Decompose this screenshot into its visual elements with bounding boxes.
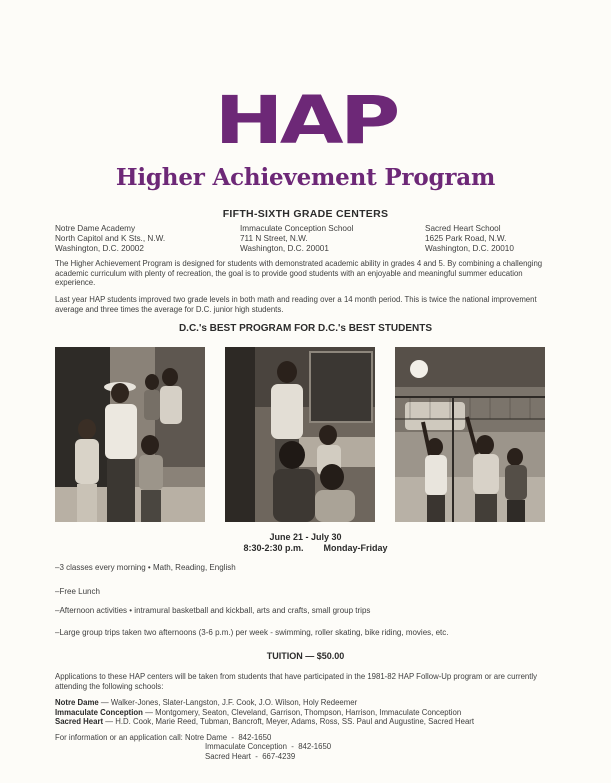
contact-line: For information or an application call: Notre Dame - 842-1650 bbox=[55, 733, 272, 742]
contact-phone: 667-4239 bbox=[262, 751, 296, 761]
subheading: FIFTH-SIXTH GRADE CENTERS bbox=[222, 208, 389, 220]
center-name: Sacred Heart bbox=[55, 717, 104, 727]
group-of-students-photo bbox=[55, 347, 205, 522]
bullet-lunch: –Free Lunch bbox=[55, 587, 100, 596]
school-city: Washington, D.C. 20002 bbox=[55, 244, 144, 253]
contact-line: Sacred Heart - 667-4239 bbox=[205, 751, 296, 761]
contact-center: Notre Dame bbox=[185, 733, 228, 742]
school-address: 1625 Park Road, N.W. bbox=[425, 234, 507, 243]
contact-phone: 842-1650 bbox=[298, 742, 332, 752]
session-dates bbox=[0, 532, 611, 553]
feeder-schools: — H.D. Cook, Marie Reed, Tubman, Bancroft, Meyer, Adams, Ross, SS. Paul and Augustine, Sacred Heart bbox=[103, 717, 475, 727]
tuition: TUITION — $50.00 bbox=[266, 651, 345, 661]
session-hours: 8:30-2:30 p.m. bbox=[243, 542, 304, 553]
classroom-image bbox=[225, 347, 375, 522]
volleyball-photo bbox=[395, 347, 545, 522]
list-item bbox=[55, 708, 555, 718]
school-name: Sacred Heart School bbox=[425, 224, 501, 233]
hap-logo: HAP bbox=[214, 82, 397, 159]
school-address: North Capitol and K Sts., N.W. bbox=[55, 234, 166, 243]
contact-phone: 842-1650 bbox=[238, 733, 272, 742]
contact-info bbox=[55, 733, 331, 761]
bullet-afternoon-activities: –Afternoon activities • intramural basketball and kickball, arts and crafts, small group trips bbox=[55, 606, 371, 615]
school-name: Immaculate Conception School bbox=[240, 224, 354, 233]
contact-center: Immaculate Conception bbox=[205, 742, 287, 752]
school-city: Washington, D.C. 20001 bbox=[240, 244, 329, 253]
feeder-schools: — Walker-Jones, Slater-Langston, J.F. Cook, J.O. Wilson, Holy Redeemer bbox=[98, 698, 358, 707]
school-name: Notre Dame Academy bbox=[55, 224, 136, 233]
school-address: 711 N Street, N.W. bbox=[240, 234, 308, 243]
volleyball-image bbox=[395, 347, 545, 522]
group-of-students-image bbox=[55, 347, 205, 522]
applications-paragraph: Applications to these HAP centers will be taken from students that have participated in the 1981-82 HAP Follow-Up program or are currently attending the following schools: bbox=[55, 672, 538, 691]
contact-line: Immaculate Conception - 842-1650 bbox=[205, 742, 332, 752]
contact-intro: For information or an application call: bbox=[55, 733, 183, 742]
results-paragraph: Last year HAP students improved two grade levels in both math and reading over a 14 month period. This is twice the national improvement average and three times the average for D.C. junior high students. bbox=[55, 295, 537, 314]
center-name: Immaculate Conception bbox=[55, 707, 143, 717]
center-name: Notre Dame bbox=[55, 698, 99, 707]
slogan: D.C.'s BEST PROGRAM FOR D.C.'s BEST STUDENTS bbox=[178, 323, 433, 334]
intro-paragraph: The Higher Achievement Program is designed for students with demonstrated academic ability in grades 4 and 5. By combining a challenging academic curriculum with plenty of recreation, the goal is to provide good students with an enjoyable and meaningful summer education experience. bbox=[55, 259, 543, 288]
date-range: June 21 - July 30 bbox=[269, 532, 342, 542]
school-city: Washington, D.C. 20010 bbox=[425, 244, 514, 253]
list-item bbox=[55, 698, 555, 708]
school-immaculate-conception bbox=[240, 224, 353, 254]
program-name: Higher Achievement Program bbox=[115, 164, 496, 191]
list-item bbox=[55, 717, 555, 727]
session-schedule bbox=[0, 543, 611, 554]
contact-center: Sacred Heart bbox=[205, 751, 251, 761]
feeder-schools: — Montgomery, Seaton, Cleveland, Garrison, Thompson, Harrison, Immaculate Conception bbox=[142, 707, 462, 717]
bullet-classes: –3 classes every morning • Math, Reading, English bbox=[55, 563, 236, 572]
session-days: Monday-Friday bbox=[323, 542, 388, 553]
bullet-group-trips: –Large group trips taken two afternoons (3-6 p.m.) per week - swimming, roller skating, bike riding, movies, etc. bbox=[55, 628, 449, 637]
school-sacred-heart bbox=[425, 224, 514, 254]
classroom-photo bbox=[225, 347, 375, 522]
school-notre-dame bbox=[55, 224, 165, 254]
feeder-schools-list bbox=[55, 698, 555, 727]
